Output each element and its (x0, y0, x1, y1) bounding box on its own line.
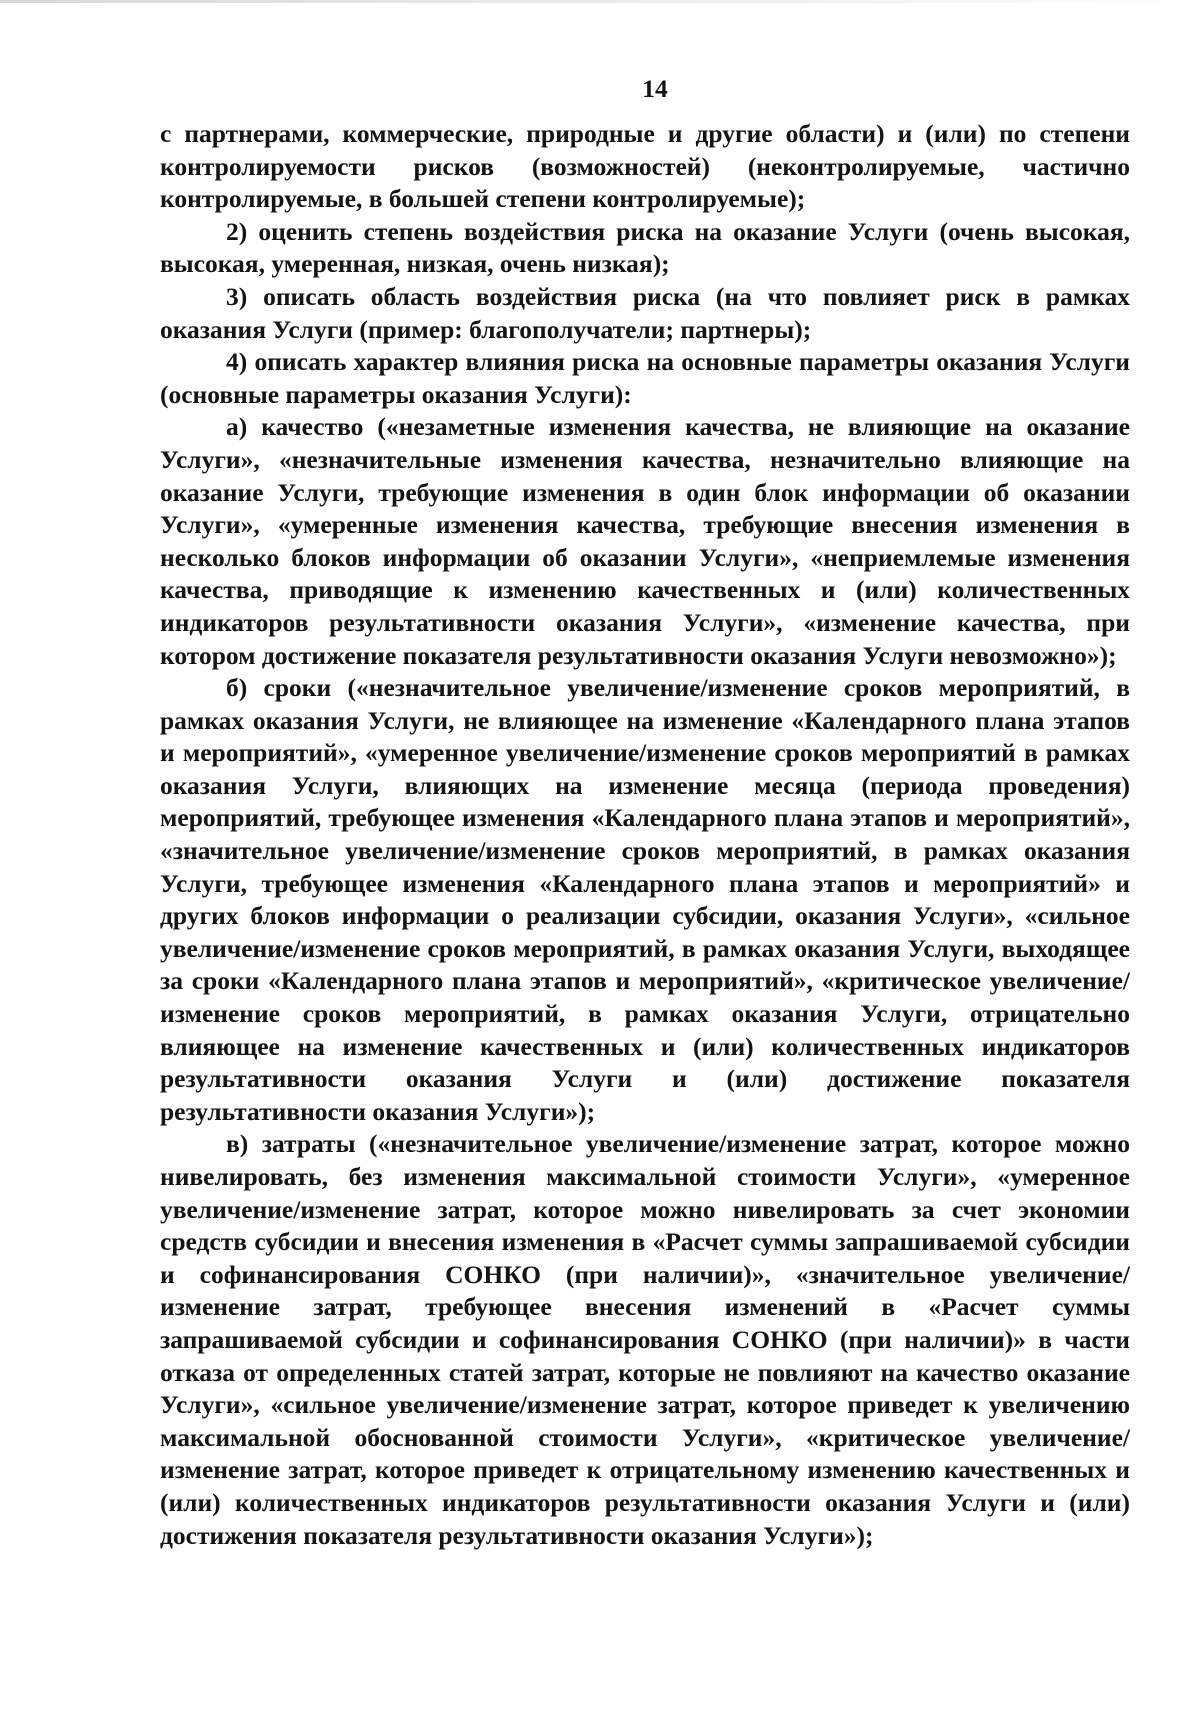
paragraph-item-b-deadlines: б) сроки («незначительное увеличение/изменение сроков мероприятий, в рамках оказания Услуги, не влияющее на изменение «Календарного плана этапов и мероприятий», «умеренное увеличение/изменение сроков мероприятий в рамках оказания Услуги, влияющих на изменение месяца (периода проведения) мероприятий, требующее изменения «Календарного плана этапов и мероприятий», «значительное увеличение/изменение сроков мероприятий, в рамках оказания Услуги, требующее изменения «Календарного плана этапов и мероприятий» и других блоков информации о реализации субсидии, оказания Услуги», «сильное увеличение/изменение сроков мероприятий, в рамках оказания Услуги, выходящее за сроки «Календарного плана этапов и мероприятий», «критическое увеличение/изменение сроков мероприятий, в рамках оказания Услуги, отрицательно влияющее на изменение качественных и (или) количественных индикаторов результативности оказания Услуги и (или) достижение показателя результативности оказания Услуги»); (160, 673, 1130, 1126)
paragraph-item-v-costs: в) затраты («незначительное увеличение/изменение затрат, которое можно нивелировать, без изменения максимальной стоимости Услуги», «умеренное увеличение/изменение затрат, которое можно нивелировать за счет экономии средств субсидии и внесения изменения в «Расчет суммы запрашиваемой субсидии и софинансирования СОНКО (при наличии)», «значительное увеличение/изменение затрат, требующее внесения изменений в «Расчет суммы запрашиваемой субсидии и софинансирования СОНКО (при наличии)» в части отказа от определенных статей затрат, которые не повлияют на качество оказание Услуги», «сильное увеличение/изменение затрат, которое приведет к увеличению максимальной обоснованной стоимости Услуги», «критическое увеличение/изменение затрат, которое приведет к отрицательному изменению качественных и (или) количественных индикаторов результативности оказания Услуги и (или) достижения показателя результативности оказания Услуги»); (160, 1129, 1130, 1550)
document-page (160, 60, 1130, 1552)
paragraph-item-3-impact-area: 3) описать область воздействия риска (на что повлияет риск в рамках оказания Услуги (пример: благополучатели; партнеры); (160, 281, 1130, 344)
paragraph-risk-classification-continued: с партнерами, коммерческие, природные и другие области) и (или) по степени контролируемости рисков (возможностей) (неконтролируемые, частично контролируемые, в большей степени контролируемые); (160, 119, 1130, 214)
page-number: 14 (642, 74, 668, 103)
paragraph-item-4-impact-character: 4) описать характер влияния риска на основные параметры оказания Услуги (основные параметры оказания Услуги): (160, 347, 1130, 409)
scan-edge (0, 0, 1200, 3)
paragraph-item-a-quality: а) качество («незаметные изменения качества, не влияющие на оказание Услуги», «незначительные изменения качества, незначительно влияющие на оказание Услуги, требующие изменения в один блок информации об оказании Услуги», «умеренные изменения качества, требующие внесения изменения в несколько блоков информации об оказании Услуги», «неприемлемые изменения качества, приводящие к изменению качественных и (или) количественных индикаторов результативности оказания Услуги», «изменение качества, при котором достижение показателя результативности оказания Услуги невозможно»); (160, 412, 1130, 670)
paragraph-item-2-impact-degree: 2) оценить степень воздействия риска на оказание Услуги (очень высокая, высокая, умеренная, низкая, очень низкая); (160, 216, 1130, 279)
